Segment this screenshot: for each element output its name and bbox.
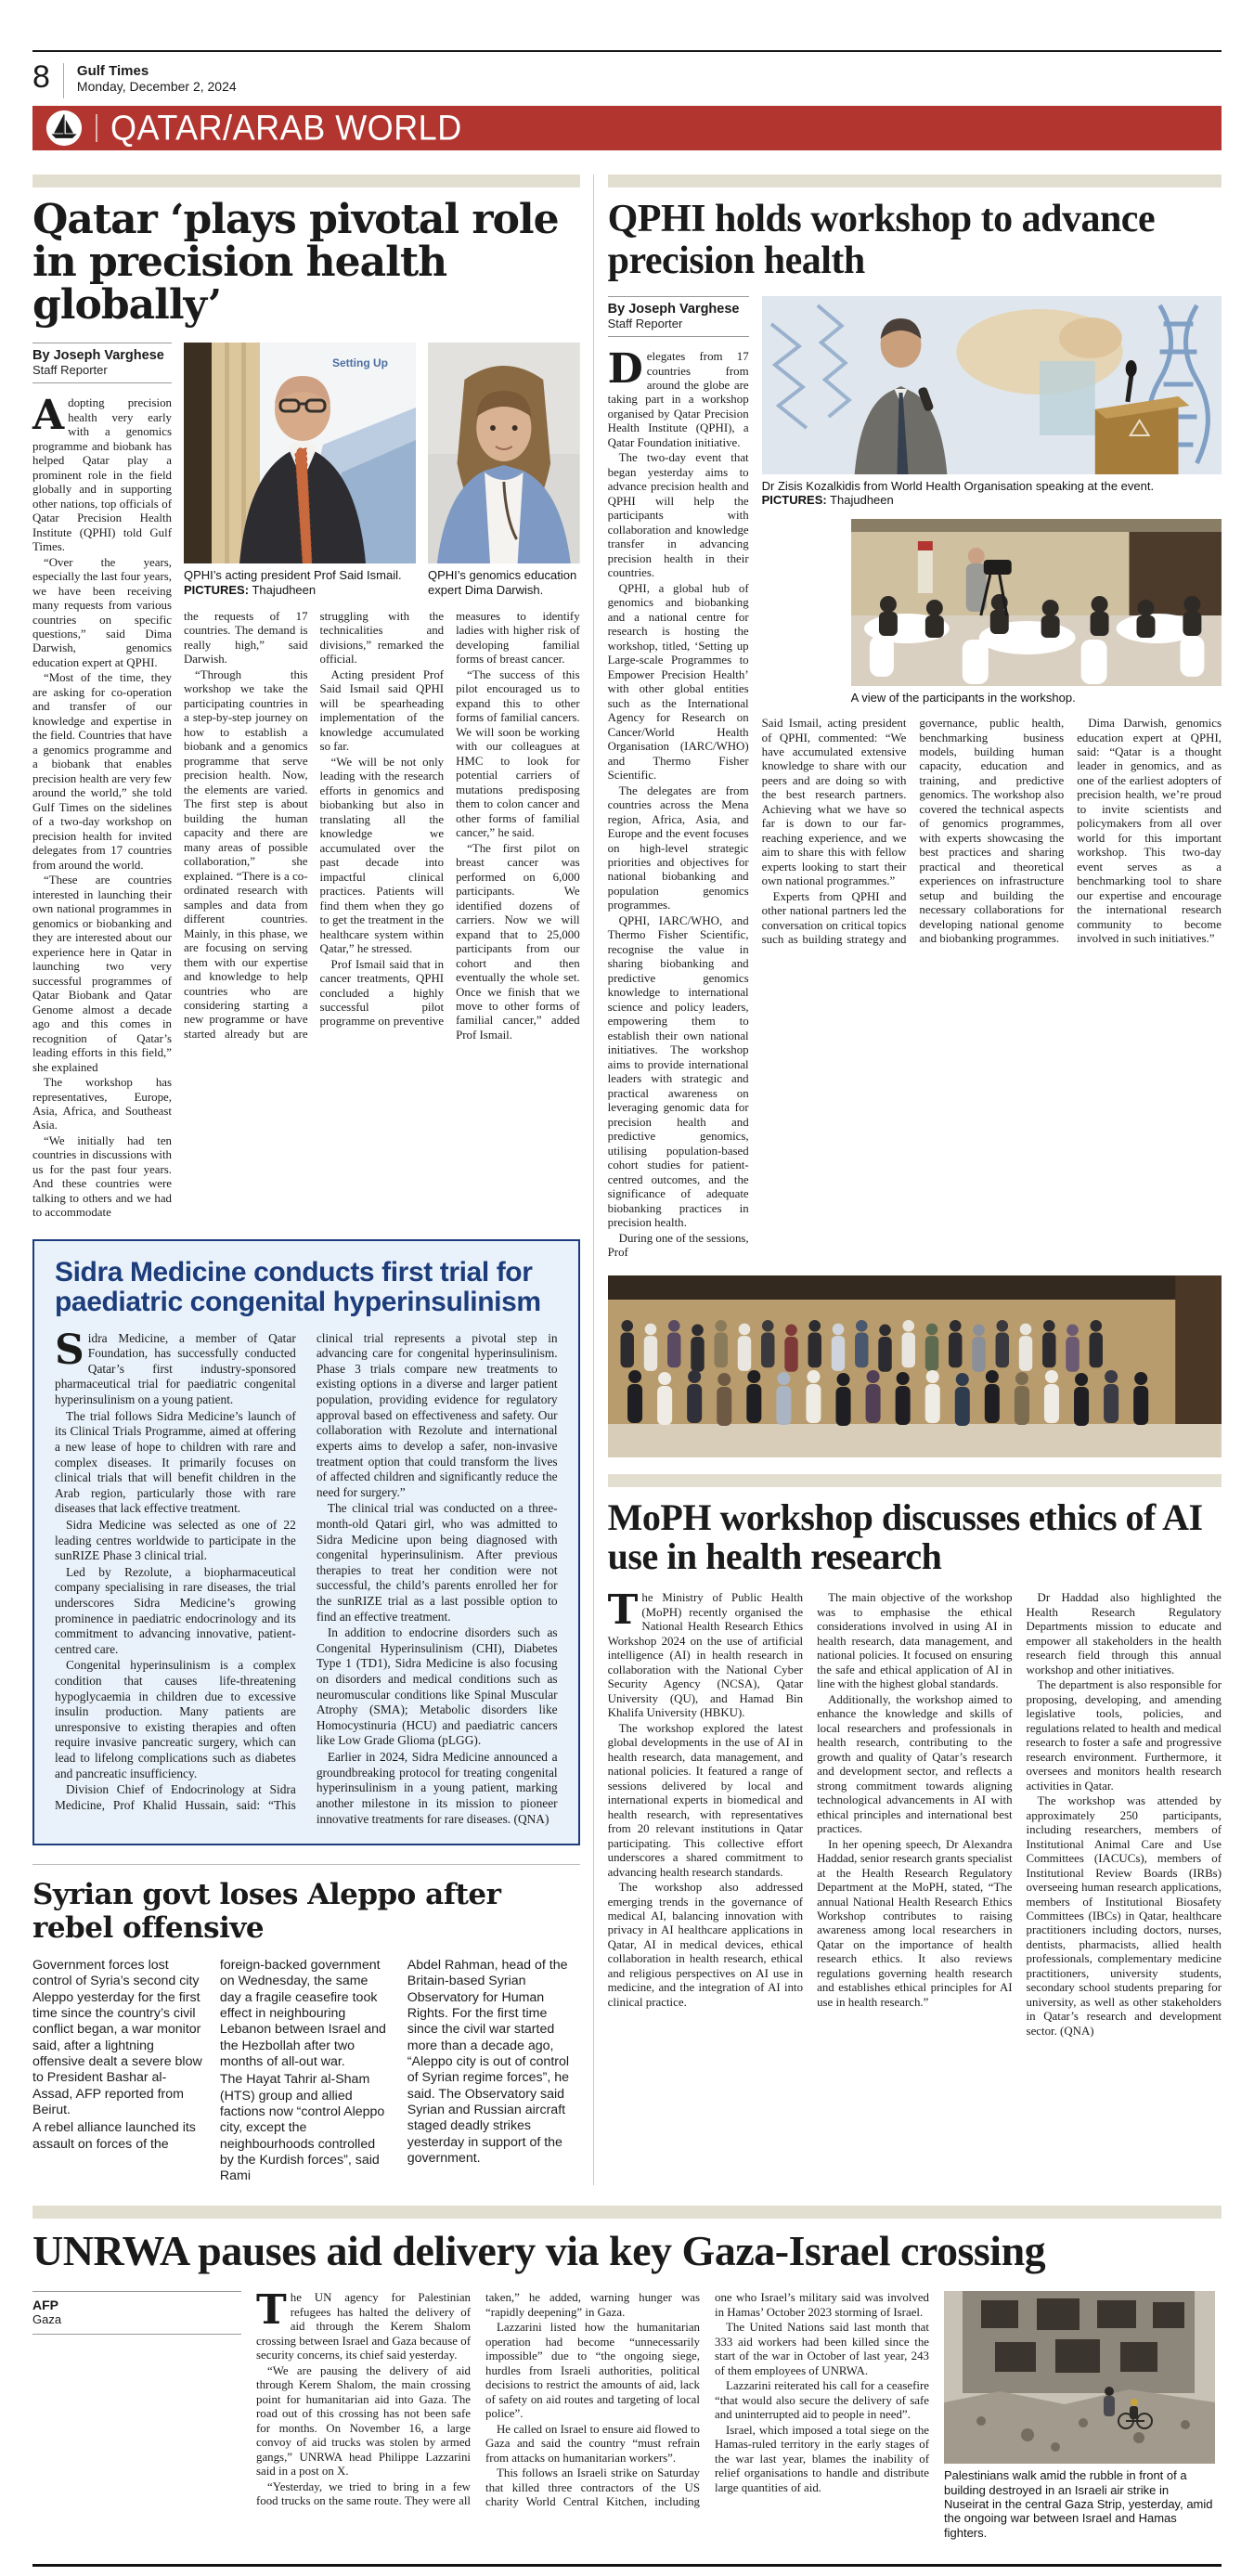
caption-dima-darwish: QPHI’s genomics education expert Dima Darwish.	[428, 568, 577, 597]
page-top-rule	[32, 50, 1222, 52]
byline-role: Staff Reporter	[32, 363, 108, 378]
byline-role: Staff Reporter	[607, 317, 683, 331]
byline-author: By Joseph Varghese	[32, 348, 164, 364]
kicker-bar	[608, 1474, 1222, 1487]
gulf-times-dhow-logo-icon	[45, 110, 83, 147]
byline-qphi	[608, 296, 749, 337]
caption-gaza: Palestinians walk amid the rubble in front of a building destroyed in an Israeli air strike in Nuseirat in the central Gaza Strip, yesterday, amid the ongoing war between Israel and Hamas fighters.	[944, 2468, 1213, 2540]
photo-prof-said-ismail	[184, 343, 416, 563]
headline-syria: Syrian govt loses Aleppo after rebel offensive	[32, 1878, 501, 1946]
article-qatar-col1: Adopting precision health very early with a genomics programme and biobank has helped Qatar play a prominent role in the field globally and in supporting other nations, top officials of Qatar Precision Health Institute (QPHI) told Gulf Times. “Over the years, especially the last four years, we have been receiving many requests from various countries on specific questions,” said Dima Darwish, genomics education expert at QPHI. “Most of the time, they are asking for co-operation and transfer of our knowledge and expertise in the field. Countries that have a genomics programme and a biobank that enables precision health are very few around the world,” she told Gulf Times on the sidelines of a two-day workshop on precision health for invited delegates from 17 countries from around the world. “These are countries interested in launching their own national programmes in genomics or biobanking and they are interested about our experience here in Qatar in launching two very successful programmes of Qatar Biobank and Qatar Genome almost a decade ago and this comes in recognition of Qatar’s leading efforts in this field,” she explained The workshop has representatives, Europe, Asia, Africa, and Southeast Asia. “We initially had ten countries in discussions with us for the past four years. And these countries were talking to others and we had to accommodate	[32, 392, 172, 1220]
photo-speaker-kozalkidis	[762, 296, 1222, 474]
photo-moph-group	[608, 1275, 1222, 1457]
headline-unrwa: UNRWA pauses aid delivery via key Gaza-Israel crossing	[32, 2226, 1046, 2274]
page-bottom-rule	[32, 2564, 1222, 2567]
article-qphi-col1: Delegates from 17 countries from around the globe are taking part in a workshop organised by Qatar Precision Health Institute (QPHI), a Qatar Foundation initiative. The two-day event that began yesterday aims to advance precision health and QPHI will help the participants with collaboration and knowledge transfer in advancing precision health in their countries. QPHI, a global hub of genomics and biobanking and a national centre for research is hosting the workshop, titled, ‘Setting up Large-scale Programmes to Empower Precision Health’ with other global entities such as the International Agency for Research on Cancer/World Health Organisation (IARC/WHO) and Thermo Fisher Scientific. The delegates are from countries across the Mena region, Africa, Asia, and Europe and the event focuses on high-level strategic priorities and objectives for national biobanking and population genomics programmes. QPHI, IARC/WHO, and Thermo Fisher Scientific, recognise the value in sharing biobanking and predictive genomics knowledge to international science and policy leaders, empowering them to establish their own national initiatives. The workshop aims to provide international leaders with strategic and practical awareness on leveraging genomic data for precision health and predictive genomics, utilising population-based cohort studies for patient-centred outcomes, and the significance of adequate biobanking practices in precision health. During one of the sessions, Prof	[607, 345, 749, 1260]
article-sidra-body: Sidra Medicine, a member of Qatar Foundation, has successfully conducted Qatar’s first industry-sponsored pharmaceutical trial for paediatric congenital hyperinsulinism on a young patient. The trial follows Sidra Medicine’s launch of its Clinical Trials Programme, aimed at offering a new lease of hope to children with rare and complex diseases. It primarily focuses on clinical trials that will benefit children in the Arab region, particularly those with rare diseases that lack effective treatment. Sidra Medicine was selected as one of 22 leading centres worldwide to participate in the sunRIZE Phase 3 clinical trial. Led by Rezolute, a biopharmaceutical company specialising in rare diseases, the trial underscores Sidra Medicine’s growing prominence in paediatric endocrinology and its commitment to advancing innovative, patient-centred care. Congenital hyperinsulinism is a complex condition that causes life-threatening hypoglycaemia in children due to excessive insulin production. Many patients are unresponsive to existing therapies and often require invasive pancreatic surgery, which can lead to lifelong complications such as diabetes and pancreatic insufficiency. Division Chief of Endocrinology at Sidra Medicine, Prof Khalid Hussain, said: “This clinical trial represents a pivotal step in advancing care for congenital hyperinsulinism. Phase 3 trials compare new treatments to existing options in a diverse and larger patient population, providing evidence for regulatory approval based on effectiveness and safety. Our collaboration with Rezolute and international experts aims to develop a safer, non-invasive treatment option that could transform the lives of affected children and significantly reduce the need for surgery.” The clinical trial was conducted on a three-month-old Qatari girl, who was admitted to Sidra Medicine upon being diagnosed with congenital hyperinsulinism. After previous therapies to treat her condition were not successful, the child’s parents enrolled her for the sunRIZE trial as a last possible option to find an effective treatment. In addition to endocrine disorders such as Congenital Hyperinsulinism (CHI), Diabetes Type 1 (TD1), Sidra Medicine is also focusing on disorders and medical conditions such as neuromuscular conditions like Spinal Muscular Atrophy (SMA); Metabolic disorders like Homocystinuria (HCU) and paediatric cancers like Low Grade Glioma (pLGG). Earlier in 2024, Sidra Medicine announced a groundbreaking protocol for treating congenital hyperinsulinism in a young patient, marking another milestone in its mission to pioneer innovative treatments for rare diseases. (QNA)	[55, 1326, 558, 1826]
photo-dima-darwish	[428, 343, 580, 563]
kicker-bar	[32, 175, 580, 188]
newspaper-page	[0, 50, 1254, 2576]
syria-col-1: Government forces lost control of Syria’s second city Aleppo yesterday for the first time since the country’s civil conflict began, a war monitor said, after a lightning offensive dealt a severe blow to President Bashar al-Assad, AFP reported from Beirut. A rebel alliance launched its assault on forces of the	[32, 1958, 202, 2152]
article-unrwa-body: The UN agency for Palestinian refugees has halted the delivery of aid through the Kerem Shalom crossing between Israel and Gaza because of security concerns, its chief said yesterday. “We are pausing the delivery of aid through Kerem Shalom, the main crossing point for humanitarian aid into Gaza. The road out of this crossing has not been safe for months. On November 16, a large convoy of aid trucks was stolen by armed gangs,” UNRWA head Philippe Lazzarini said in a post on X. “Yesterday, we tried to bring in a few food trucks on the same route. They were all taken,” he added, warning hunger was “rapidly deepening” in Gaza. Lazzarini listed how the humanitarian operation had become “unnecessarily impossible” due to “the ongoing siege, hurdles from Israeli authorities, political decisions to restrict the amounts of aid, lack of safety on aid routes and targeting of local police”. He called on Israel to ensure aid flowed to Gaza and said the country “must refrain from attacks on humanitarian workers”. This follows an Israeli strike on Saturday that killed three contractors of the US charity World Central Kitchen, including one who Israel’s military said was involved in Hamas’ October 2023 storming of Israel. The United Nations said last month that 333 aid workers had been killed since the start of the war in October of last year, 243 of them employees of UNRWA. Lazzarini reiterated his call for a ceasefire “that would also secure the delivery of safe and uninterrupted aid to people in need”. Israel, which imposed a total siege on the Hamas-ruled territory in the early stages of the war last year, blames the inability of relief organisations to handle and distribute large quantities of aid.	[256, 2286, 929, 2509]
caption-participants: A view of the participants in the workshop.	[850, 690, 1076, 705]
headline-qatar-precision: Qatar ‘plays pivotal role in precision health globally’	[32, 196, 559, 329]
issue-date: Monday, December 2, 2024	[76, 79, 237, 95]
article-qatar-continuation: the requests of 17 countries. The demand is really high,” said Darwish. “Through this workshop we take the participating countries in a step-by-step journey on how to establish a biobank and a genomics programme that serve precision health. Now, the elements are varied. The first step is about building the human capacity and there are many areas of possible collaboration,” she explained. “There is a co-ordinated research with samples and data from different countries. Mainly, in this phase, we are focusing on serving them with our expertise and knowledge to help countries who are considering starting a new programme or have started already but are struggling with the technicalities and divisions,” remarked the official. Acting president Prof Said Ismail said QPHI will be spearheading implementation of the knowledge accumulated so far. “We will be not only leading with the research efforts in genomics and biobanking but also in translating all the knowledge we accumulated over the past decade into impactful clinical practices. Patients will find them when they go to get the treatment in the healthcare system within Qatar,” he stressed. Prof Ismail said that in cancer treatments, QPHI concluded a highly successful pilot programme on preventive measures to identify ladies with higher risk of developing familial forms of breast cancer. “The success of this pilot encouraged us to expand this to other forms of familial cancers. We will soon be working with our colleagues at HMC to look for potential carriers of mutations predisposing them to colon cancer and other forms of familial cancer,” he said. “The first pilot on breast cancer was performed on 6,000 participants. We identified dozens of carriers. Now we will expand that to 25,000 participants from our cohort and then eventually the whole set. Once we finish that we move to other forms of familial cancer,” added Prof Ismail.	[184, 609, 580, 1042]
paper-name: Gulf Times	[76, 63, 149, 79]
caption-prof-ismail: QPHI’s acting president Prof Said Ismail. PICTURES: Thajudheen	[184, 568, 402, 597]
byline-location: Gaza	[32, 2312, 62, 2327]
masthead	[32, 61, 1222, 98]
headline-moph-ethics: MoPH workshop discusses ethics of AI use in health research	[607, 1495, 1203, 1577]
poster-overlay-text: Setting Up	[332, 356, 388, 370]
byline-qatar	[32, 343, 172, 383]
banner-divider	[96, 114, 97, 142]
byline-author: By Joseph Varghese	[607, 302, 740, 317]
byline-agency: AFP	[32, 2298, 58, 2313]
syria-divider	[32, 1864, 580, 1865]
kicker-bar	[32, 2206, 1222, 2219]
sidra-article-box	[32, 1239, 580, 1845]
byline-unrwa	[32, 2291, 241, 2335]
syria-col-2: foreign-backed government on Wednesday, the same day a fragile ceasefire took effect in neighbouring Lebanon between Israel and the Hezbollah after two months of all-out war. The Hayat Tahrir al-Sham (HTS) group and allied factions now “control Aleppo city, except the neighbourhoods controlled by the Kurdish forces”, said Rami	[219, 1958, 386, 2184]
section-title: QATAR/ARAB WORLD	[110, 107, 462, 148]
headline-qphi-workshop: QPHI holds workshop to advance precision health	[607, 198, 1156, 282]
caption-speaker: Dr Zisis Kozalkidis from World Health Organisation speaking at the event. PICTURES: Thajudheen	[761, 479, 1155, 508]
kicker-bar	[608, 175, 1222, 188]
photo-gaza-rubble	[944, 2291, 1215, 2464]
article-qphi-continuation: Said Ismail, acting president of QPHI, commented: “We have accumulated extensive knowledge to share with our peers and are doing so with the best research partners. Achieving what we have so far is down to our far-reaching experience, and we aim to share this with fellow experts looking to start their own national programmes.” Experts from QPHI and other national partners led the conversation on critical topics such as building strategy and governance, public health, benchmarking business models, building human capacity, education and training, and predictive genomics. The workshop also covered the technical aspects of genomics programmes, with experts showcasing the best practices and sharing practical and theoretical experiences on infrastructure setup and building the necessary collaborations for developing national genome and biobanking programmes. Dima Darwish, genomics education expert at QPHI, said: “Qatar is a thought leader in genomics, and as one of the earliest adopters of precision health, we’re proud to invite scientists and policymakers from all over world for this important workshop. This two-day event serves as a benchmarking tool to share our expertise and encourage the international research community to become involved in such initiatives.”	[761, 717, 1222, 947]
syria-col-3: Abdel Rahman, head of the Britain-based Syrian Observatory for Human Rights. For the first time since the civil war started more than a decade ago, “Aleppo city is out of control of Syrian regime forces”, he said. The Observatory said Syrian and Russian aircraft staged deadly strikes yesterday in support of the government.	[407, 1958, 570, 2166]
photo-participants	[851, 519, 1222, 686]
section-banner	[32, 106, 1222, 150]
masthead-divider	[63, 63, 64, 98]
page-number: 8	[32, 59, 50, 95]
headline-sidra: Sidra Medicine conducts first trial for paediatric congenital hyperinsulinism	[55, 1256, 541, 1318]
article-moph-body: The Ministry of Public Health (MoPH) recently organised the National Health Research Ethics Workshop 2024 on the use of artificial intelligence (AI) in health research in collaboration with the National Cyber Security Agency (NCSA), Qatar University (QU), and Hamad Bin Khalifa University (HBKU). The workshop explored the latest global developments in the use of AI in health research, data management, and national policies. It featured a range of sessions delivered by local and international experts in biomedical and health research, with representatives from 20 relevant institutions in Qatar participating. This collective effort underscores a shared commitment to advancing health research standards. The workshop also addressed emerging trends in the governance of medical AI, balancing innovation with privacy in AI healthcare applications in Qatar, AI in medical devices, ethical collaboration in health research, ethical and religious perspectives on AI use in medicine, and the integration of AI into clinical practice. The main objective of the workshop was to emphasise the ethical considerations involved in using AI in health research, data management, and national policies. It focused on ensuring the safe and ethical application of AI in line with the highest global standards. Additionally, the workshop aimed to enhance the knowledge and skills of local researchers and professionals in health research, contributing to the growth and quality of Qatar’s research and development sector, and reflects a strong commitment towards aligning technological advancements in AI with ethical principles and international best practices. In her opening speech, Dr Alexandra Haddad, senior research grants specialist at the Health Research Regulatory Department at the MoPH, stated, “The annual National Health Research Ethics Workshop contributes to raising awareness among local researchers in Qatar on the importance of health research ethics. It also reviews regulations governing health research and establishes ethical principles for AI use in health research.” Dr Haddad also highlighted the Health Research Regulatory Departments mission to educate and empower all stakeholders in the health research field through this annual workshop and other initiatives. The department is also responsible for proposing, developing, and amending legislative tools, policies, and regulations related to health and medical research to foster a safe and progressive research environment. Furthermore, it oversees and monitors health research activities in Qatar. The workshop was attended by approximately 250 participants, including researchers, members of Institutional Animal Care and Use Committees (IACUCs), members of Institutional Review Boards (IRBs) overseeing human research applications, members of Institutional Biosafety Committees (IBCs) in Qatar, healthcare practitioners including doctors, nurses, dentists, pharmacists, allied health professionals, complementary medicine practitioners, university students, secondary school students preparing for university, as well as other stakeholders in Qatar’s research and development sector. (QNA)	[607, 1586, 1222, 2038]
article-syria-body	[32, 1958, 580, 2184]
